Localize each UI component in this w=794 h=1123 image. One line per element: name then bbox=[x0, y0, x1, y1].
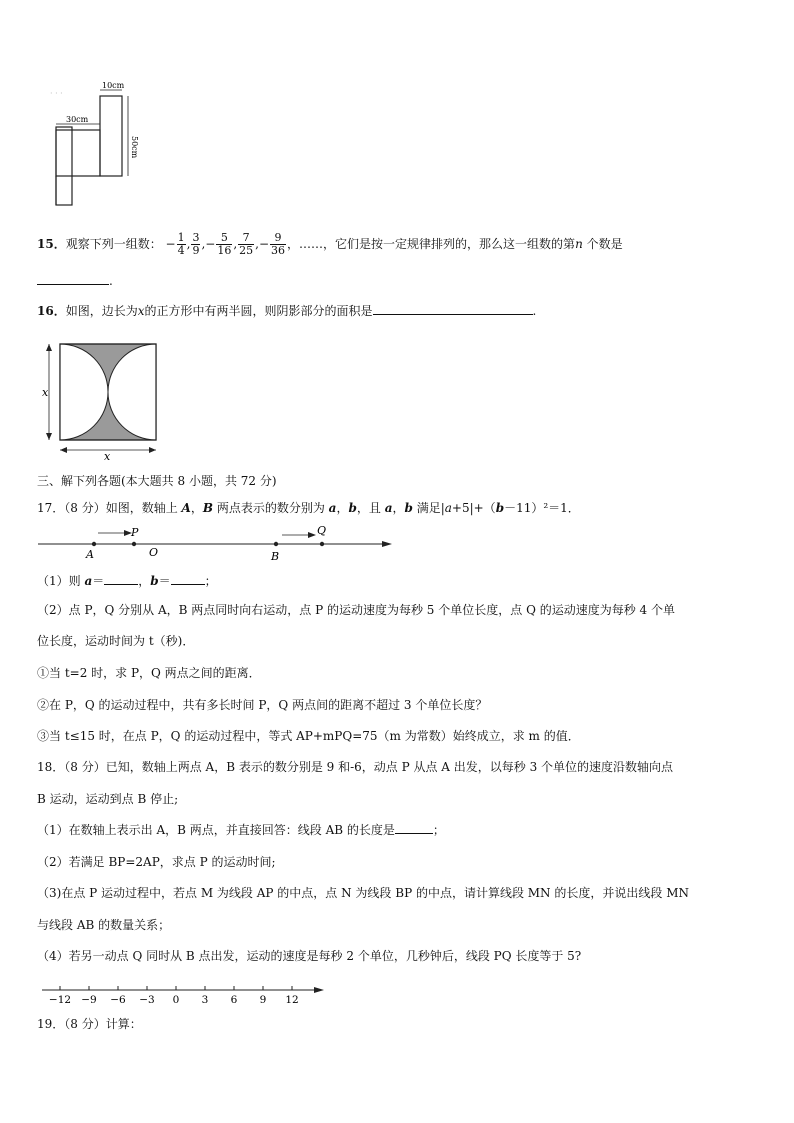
q15-term-separator: , bbox=[233, 237, 238, 251]
q18-part3-l1: （3)在点 P 运动过程中，若点 M 为线段 AP 的中点，点 N 为线段 BP 的中点，请计算线段 MN 的长度，并说出线段 MN bbox=[37, 886, 689, 900]
q15-fraction bbox=[191, 232, 200, 257]
q17-number-line-svg bbox=[36, 522, 396, 564]
q17-blank-b[interactable] bbox=[171, 572, 205, 585]
q15-answer-line bbox=[37, 272, 113, 290]
q15-fraction bbox=[238, 232, 254, 257]
q15-fraction-numerator: 1 bbox=[177, 231, 185, 244]
q18-part1 bbox=[37, 821, 445, 839]
q15-tail: . bbox=[109, 274, 113, 288]
svg-text:· · ·: · · · bbox=[50, 89, 63, 98]
q15-suffix-b: 个数是 bbox=[586, 237, 623, 251]
q17-head-e: +5|+（ bbox=[451, 501, 496, 515]
q15-fraction-denominator: 16 bbox=[217, 244, 232, 257]
q17-head bbox=[37, 499, 580, 517]
q15-term bbox=[258, 231, 287, 257]
q16-fig-x-left: x bbox=[42, 386, 49, 399]
q16-figure-svg bbox=[40, 338, 170, 462]
q15-term bbox=[190, 231, 206, 257]
q18-p1-text: （1）在数轴上表示出 A，B 两点，并直接回答：线段 AB 的长度是 bbox=[37, 823, 395, 837]
q15-fraction-numerator: 5 bbox=[216, 232, 232, 245]
q15-sequence bbox=[165, 231, 288, 257]
q16-answer-blank[interactable] bbox=[373, 302, 533, 315]
q18-line2: B 运动，运动到点 B 停止; bbox=[37, 792, 179, 806]
q17-A: A bbox=[181, 501, 191, 515]
q18-tick-label: −6 bbox=[110, 994, 126, 1006]
q18-tick-label: 9 bbox=[259, 994, 267, 1006]
q14-figure-svg bbox=[44, 82, 144, 212]
q18-tick-label: 0 bbox=[172, 994, 180, 1006]
q15-prefix: 观察下列一组数： bbox=[65, 237, 162, 251]
q17-p1-comma: ， bbox=[138, 574, 151, 588]
q17-p1-a: （1）则 bbox=[37, 574, 85, 588]
q16-tail: . bbox=[532, 304, 537, 318]
q17-b3: b bbox=[495, 501, 505, 515]
q14-figure bbox=[44, 82, 144, 212]
q18-answer-blank[interactable] bbox=[395, 821, 433, 834]
q17-p1-var-b: b bbox=[150, 574, 159, 588]
nl-label-P: P bbox=[131, 526, 139, 539]
q15-term-sign: − bbox=[165, 237, 176, 251]
q17-head-b: 两点表示的数分别为 bbox=[213, 501, 329, 515]
q17-head-g: ²＝1． bbox=[543, 501, 580, 515]
q15-term-separator: , bbox=[201, 237, 206, 251]
q17-part1 bbox=[37, 572, 217, 590]
q18-part3-l2: 与线段 AB 的数量关系； bbox=[37, 918, 171, 932]
q17-a3: a bbox=[444, 501, 452, 515]
q15-answer-blank[interactable] bbox=[37, 272, 109, 285]
q17-p1-var-a: a bbox=[84, 574, 93, 588]
q15-var-n: n bbox=[575, 237, 583, 251]
q15-fraction-denominator: 36 bbox=[271, 244, 286, 257]
q17-p1-eq2: ＝ bbox=[158, 574, 171, 588]
q17-b2: b bbox=[404, 501, 413, 515]
q17-head-d: 满足| bbox=[412, 501, 445, 515]
q17-p1-eq1: ＝ bbox=[92, 574, 105, 588]
dim-30cm: 30cm bbox=[66, 115, 89, 124]
q16-fig-x-bottom: x bbox=[104, 450, 111, 462]
q18-part2: （2）若满足 BP=2AP，求点 P 的运动时间; bbox=[37, 855, 276, 869]
q15-suffix-a: ，……，它们是按一定规律排列的，那么这一组数的第 bbox=[287, 237, 576, 251]
section-3-title: 三、解下列各题(本大题共 8 小题，共 72 分) bbox=[37, 474, 277, 488]
q15-term-sign: − bbox=[205, 237, 216, 251]
q15-fraction-numerator: 3 bbox=[192, 231, 200, 244]
dim-50cm: 50cm bbox=[130, 136, 139, 159]
q18-number-line-svg bbox=[38, 980, 328, 1006]
q17-head-f: －11） bbox=[504, 501, 544, 515]
q17-case1: ①当 t=2 时，求 P，Q 两点之间的距离． bbox=[37, 666, 261, 680]
q18-line1: 18．（8 分）已知，数轴上两点 A，B 表示的数分别是 9 和-6，动点 P 从点 A 出发，以每秒 3 个单位的速度沿数轴向点 bbox=[37, 760, 674, 774]
q18-p1-end: ； bbox=[432, 823, 445, 837]
q18-tick-label: 6 bbox=[230, 994, 238, 1006]
q15-term-separator: , bbox=[255, 237, 259, 251]
q18-tick-label: 3 bbox=[201, 994, 209, 1006]
q17-comma1: ， bbox=[190, 501, 203, 515]
q18-tick-label: −9 bbox=[81, 994, 97, 1006]
q16-var-x: x bbox=[137, 304, 145, 318]
q18-part4: （4）若另一动点 Q 同时从 B 点出发，运动的速度是每秒 2 个单位，几秒钟后，线段 PQ 长度等于 5? bbox=[37, 949, 582, 963]
q19-line: 19．（8 分）计算： bbox=[37, 1017, 142, 1031]
q17-case3: ③当 t≤15 时，在点 P，Q 的运动过程中，等式 AP+mPQ=75（m 为常数）始终成立，求 m 的值． bbox=[37, 729, 580, 743]
q15-term bbox=[205, 231, 238, 257]
nl-label-A: A bbox=[86, 548, 94, 561]
q15-term-sign: − bbox=[258, 237, 270, 251]
q15-fraction bbox=[216, 232, 232, 257]
q17-p1-end: ； bbox=[204, 574, 217, 588]
q15-line bbox=[37, 232, 623, 257]
nl-label-O: O bbox=[149, 546, 159, 559]
q16-number: 16． bbox=[37, 304, 66, 318]
q15-fraction-denominator: 9 bbox=[192, 244, 200, 257]
q15-fraction bbox=[177, 232, 186, 257]
q15-term-separator: , bbox=[186, 237, 191, 251]
q17-comma3: ， bbox=[392, 501, 405, 515]
q16-text-a: 如图，边长为 bbox=[65, 304, 138, 318]
q17-head-c: ，且 bbox=[356, 501, 385, 515]
q17-head-a: 17．（8 分）如图，数轴上 bbox=[37, 501, 182, 515]
q15-fraction-denominator: 4 bbox=[177, 244, 185, 257]
q15-number: 15． bbox=[37, 237, 66, 251]
q16-figure bbox=[40, 338, 170, 462]
q15-fraction-numerator: 9 bbox=[270, 232, 286, 245]
q16-text-b: 的正方形中有两半圆，则阴影部分的面积是 bbox=[144, 304, 373, 318]
q15-term bbox=[165, 231, 191, 257]
q15-fraction-numerator: 7 bbox=[238, 232, 254, 245]
q17-part2-l2: 位长度，运动时间为 t（秒)． bbox=[37, 634, 195, 648]
nl-label-Q: Q bbox=[317, 524, 327, 537]
q17-case2: ②在 P，Q 的运动过程中，共有多长时间 P，Q 两点间的距离不超过 3 个单位长度？ bbox=[37, 698, 488, 712]
q17-number-line bbox=[36, 522, 396, 564]
q18-tick-label: 12 bbox=[285, 994, 299, 1006]
q15-fraction bbox=[270, 232, 286, 257]
q15-fraction-denominator: 25 bbox=[239, 244, 254, 257]
q15-term bbox=[237, 231, 259, 257]
q17-part2-l1: （2）点 P，Q 分别从 A，B 两点同时向右运动，点 P 的运动速度为每秒 5 个单位长度，点 Q 的运动速度为每秒 4 个单 bbox=[37, 603, 675, 617]
dim-10cm: 10cm bbox=[102, 82, 125, 90]
q17-blank-a[interactable] bbox=[104, 572, 138, 585]
q17-B: B bbox=[202, 501, 214, 515]
q18-tick-label: −3 bbox=[139, 994, 155, 1006]
q18-tick-label: −12 bbox=[48, 994, 72, 1006]
nl-label-B: B bbox=[271, 550, 280, 563]
q17-b: b bbox=[348, 501, 357, 515]
q16-line bbox=[37, 302, 536, 320]
q17-a2: a bbox=[384, 501, 393, 515]
q17-a: a bbox=[328, 501, 337, 515]
q17-comma2: ， bbox=[336, 501, 349, 515]
q18-number-line bbox=[38, 980, 328, 1006]
